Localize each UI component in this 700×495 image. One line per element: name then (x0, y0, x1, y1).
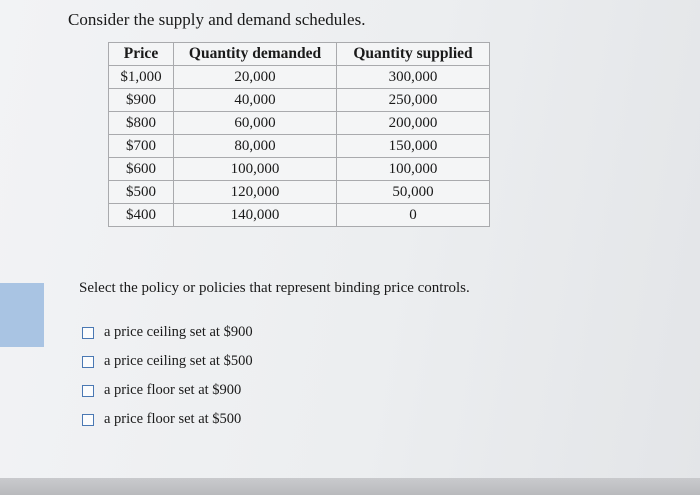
cell-quantity-supplied: 300,000 (337, 66, 490, 89)
cell-quantity-demanded: 120,000 (174, 181, 337, 204)
cell-quantity-supplied: 50,000 (337, 181, 490, 204)
cell-price: $800 (109, 112, 174, 135)
cell-quantity-demanded: 60,000 (174, 112, 337, 135)
header-quantity-demanded: Quantity demanded (174, 43, 337, 66)
option-price-floor-900[interactable] (82, 376, 253, 405)
table-row (109, 66, 490, 89)
cell-quantity-supplied: 250,000 (337, 89, 490, 112)
option-price-ceiling-900[interactable] (82, 318, 253, 347)
left-accent-bar (0, 283, 44, 347)
cell-price: $1,000 (109, 66, 174, 89)
cell-quantity-demanded: 40,000 (174, 89, 337, 112)
option-label: a price floor set at $900 (104, 382, 242, 398)
cell-quantity-demanded: 100,000 (174, 158, 337, 181)
checkbox-price-ceiling-900[interactable] (82, 327, 94, 339)
prompt-text: Consider the supply and demand schedules. (68, 10, 366, 29)
table-row (109, 135, 490, 158)
checkbox-price-ceiling-500[interactable] (82, 356, 94, 368)
option-label: a price floor set at $500 (104, 411, 242, 427)
checkbox-price-floor-900[interactable] (82, 385, 94, 397)
question-text: Select the policy or policies that represent binding price controls. (79, 280, 470, 296)
table-row (109, 204, 490, 227)
cell-quantity-demanded: 140,000 (174, 204, 337, 227)
cell-price: $700 (109, 135, 174, 158)
checkbox-price-floor-500[interactable] (82, 414, 94, 426)
table-row (109, 112, 490, 135)
table-row (109, 181, 490, 204)
option-price-floor-500[interactable] (82, 405, 253, 434)
cell-quantity-supplied: 0 (337, 204, 490, 227)
supply-demand-table (108, 42, 490, 227)
screen-bottom-edge (0, 478, 700, 495)
option-label: a price ceiling set at $500 (104, 353, 253, 369)
header-price: Price (109, 43, 174, 66)
option-price-ceiling-500[interactable] (82, 347, 253, 376)
cell-price: $900 (109, 89, 174, 112)
table-row (109, 89, 490, 112)
cell-price: $600 (109, 158, 174, 181)
table-row (109, 158, 490, 181)
table-header-row (109, 43, 490, 66)
cell-quantity-demanded: 20,000 (174, 66, 337, 89)
cell-quantity-supplied: 200,000 (337, 112, 490, 135)
cell-quantity-supplied: 100,000 (337, 158, 490, 181)
cell-price: $500 (109, 181, 174, 204)
cell-quantity-demanded: 80,000 (174, 135, 337, 158)
cell-quantity-supplied: 150,000 (337, 135, 490, 158)
answer-options (82, 318, 253, 434)
cell-price: $400 (109, 204, 174, 227)
header-quantity-supplied: Quantity supplied (337, 43, 490, 66)
option-label: a price ceiling set at $900 (104, 324, 253, 340)
